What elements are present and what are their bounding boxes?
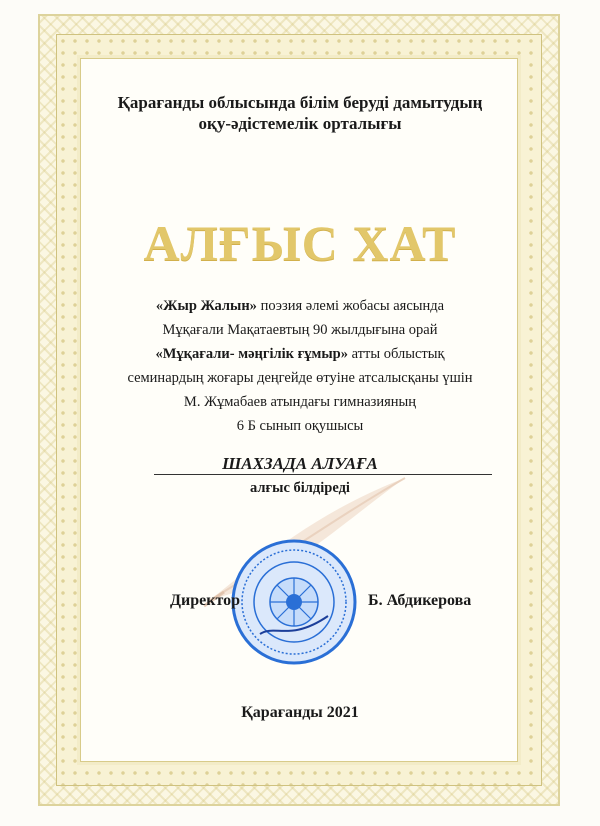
seminar-name: «Мұқағали- мәңгілік ғұмыр» <box>155 346 348 362</box>
signer-name: Б. Абдикерова <box>368 592 472 609</box>
director-label: Директор <box>170 592 240 609</box>
organization-line: оқу-әдістемелік орталығы <box>198 114 402 133</box>
project-name: «Жыр Жалын» <box>155 298 257 314</box>
body-line <box>100 342 500 366</box>
issuing-organization <box>100 92 500 134</box>
certificate-body <box>100 294 500 438</box>
body-line-rest: атты облыстық <box>347 346 445 362</box>
body-line: Мұқағали Мақатаевтың 90 жылдығына орай <box>162 322 438 338</box>
body-line-rest: поэзия әлемі жобасы аясында <box>256 298 445 314</box>
place-and-year: Қарағанды 2021 <box>241 704 359 721</box>
body-line <box>100 294 500 318</box>
thanks-text: алғыс білдіреді <box>250 480 350 496</box>
body-line: семинардың жоғары деңгейде өтуіне атсалысқаны үшін <box>127 370 473 386</box>
body-line: 6 Б сынып оқушысы <box>236 418 364 434</box>
name-underline <box>154 474 492 475</box>
recipient-name: ШАХЗАДА АЛУАҒА <box>222 454 378 473</box>
body-line: М. Жұмабаев атындағы гимназияның <box>183 394 417 410</box>
official-seal-icon <box>230 538 358 666</box>
organization-line: Қарағанды облысында білім беруді дамытудың <box>117 93 483 112</box>
certificate-title: АЛҒЫС ХАТ <box>143 215 457 271</box>
